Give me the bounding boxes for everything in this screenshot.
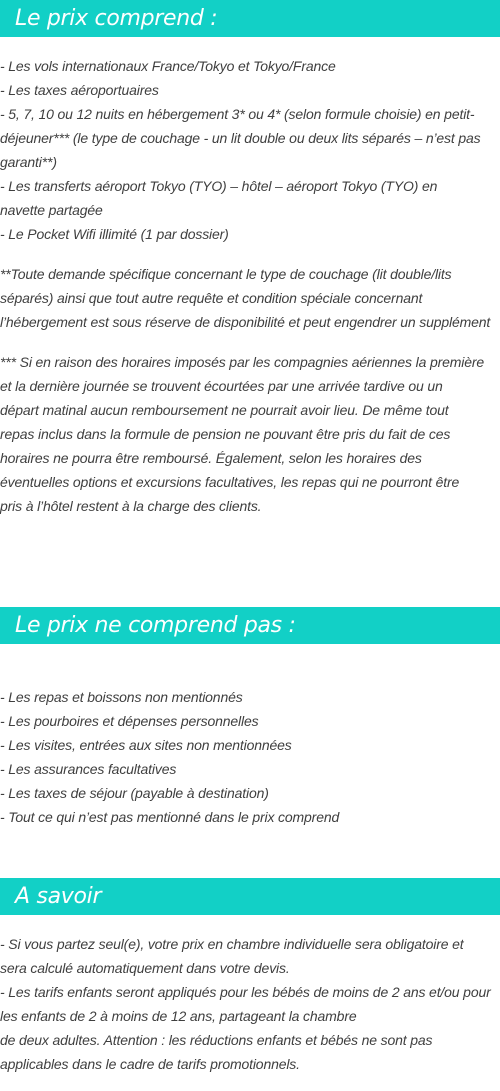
includes-line: - Les vols internationaux France/Tokyo et Tokyo/France — [0, 58, 336, 74]
excludes-line: - Les pourboires et dépenses personnelles — [0, 713, 259, 729]
excludes-line: - Les repas et boissons non mentionnés — [0, 689, 243, 705]
info-line: sera calculé automatiquement dans votre devis. — [0, 960, 290, 976]
includes-line: - Les taxes aéroportuaires — [0, 82, 159, 98]
section-title-info: A savoir — [15, 884, 102, 909]
info-line: applicables dans le cadre de tarifs promotionnels. — [0, 1056, 300, 1072]
note-line: et la dernière journée se trouvent écourtées par une arrivée tardive ou un — [0, 378, 443, 394]
note-line: horaires ne pourra être remboursé. Également, selon les horaires des — [0, 450, 422, 466]
info-text — [0, 932, 500, 1076]
section-title-includes: Le prix comprend : — [15, 6, 218, 31]
section-header-includes — [0, 0, 500, 37]
note-line: séparés) ainsi que tout autre requête et condition spéciale concernant — [0, 290, 423, 306]
note-line: **Toute demande spécifique concernant le type de couchage (lit double/lits — [0, 266, 452, 282]
section-header-info — [0, 878, 500, 915]
note-line: éventuelles options et excursions facultatives, les repas qui ne pourront être — [0, 474, 460, 490]
excludes-line: - Les assurances facultatives — [0, 761, 177, 777]
excludes-line: - Tout ce qui n’est pas mentionné dans le prix comprend — [0, 809, 340, 825]
info-line: - Si vous partez seul(e), votre prix en chambre individuelle sera obligatoire et — [0, 936, 464, 952]
note-line: l’hébergement est sous réserve de disponibilité et peut engendrer un supplément — [0, 314, 491, 330]
note-line: pris à l’hôtel restent à la charge des clients. — [0, 498, 262, 514]
excludes-list — [0, 685, 500, 829]
info-line: de deux adultes. Attention : les réductions enfants et bébés ne sont pas — [0, 1032, 433, 1048]
excludes-line: - Les taxes de séjour (payable à destination) — [0, 785, 269, 801]
note-line: repas inclus dans la formule de pension ne pouvant être pris du fait de ces — [0, 426, 451, 442]
note-line: *** Si en raison des horaires imposés par les compagnies aériennes la première — [0, 354, 485, 370]
includes-line: déjeuner*** (le type de couchage - un lit double ou deux lits séparés – n’est pas — [0, 130, 481, 146]
includes-line: navette partagée — [0, 202, 103, 218]
includes-line: - 5, 7, 10 ou 12 nuits en hébergement 3* ou 4* (selon formule choisie) en petit- — [0, 106, 475, 122]
includes-line: - Les transferts aéroport Tokyo (TYO) – hôtel – aéroport Tokyo (TYO) en — [0, 178, 438, 194]
includes-list — [0, 54, 500, 246]
section-title-excludes: Le prix ne comprend pas : — [15, 613, 296, 638]
includes-note-schedule — [0, 350, 500, 518]
includes-note-bedding — [0, 262, 500, 334]
note-line: départ matinal aucun remboursement ne pourrait avoir lieu. De même tout — [0, 402, 449, 418]
includes-line: garanti**) — [0, 154, 57, 170]
info-line: - Les tarifs enfants seront appliqués pour les bébés de moins de 2 ans et/ou pour — [0, 984, 491, 1000]
info-line: les enfants de 2 à moins de 12 ans, partageant la chambre — [0, 1008, 357, 1024]
excludes-line: - Les visites, entrées aux sites non mentionnées — [0, 737, 292, 753]
section-header-excludes — [0, 607, 500, 644]
includes-line: - Le Pocket Wifi illimité (1 par dossier) — [0, 226, 229, 242]
